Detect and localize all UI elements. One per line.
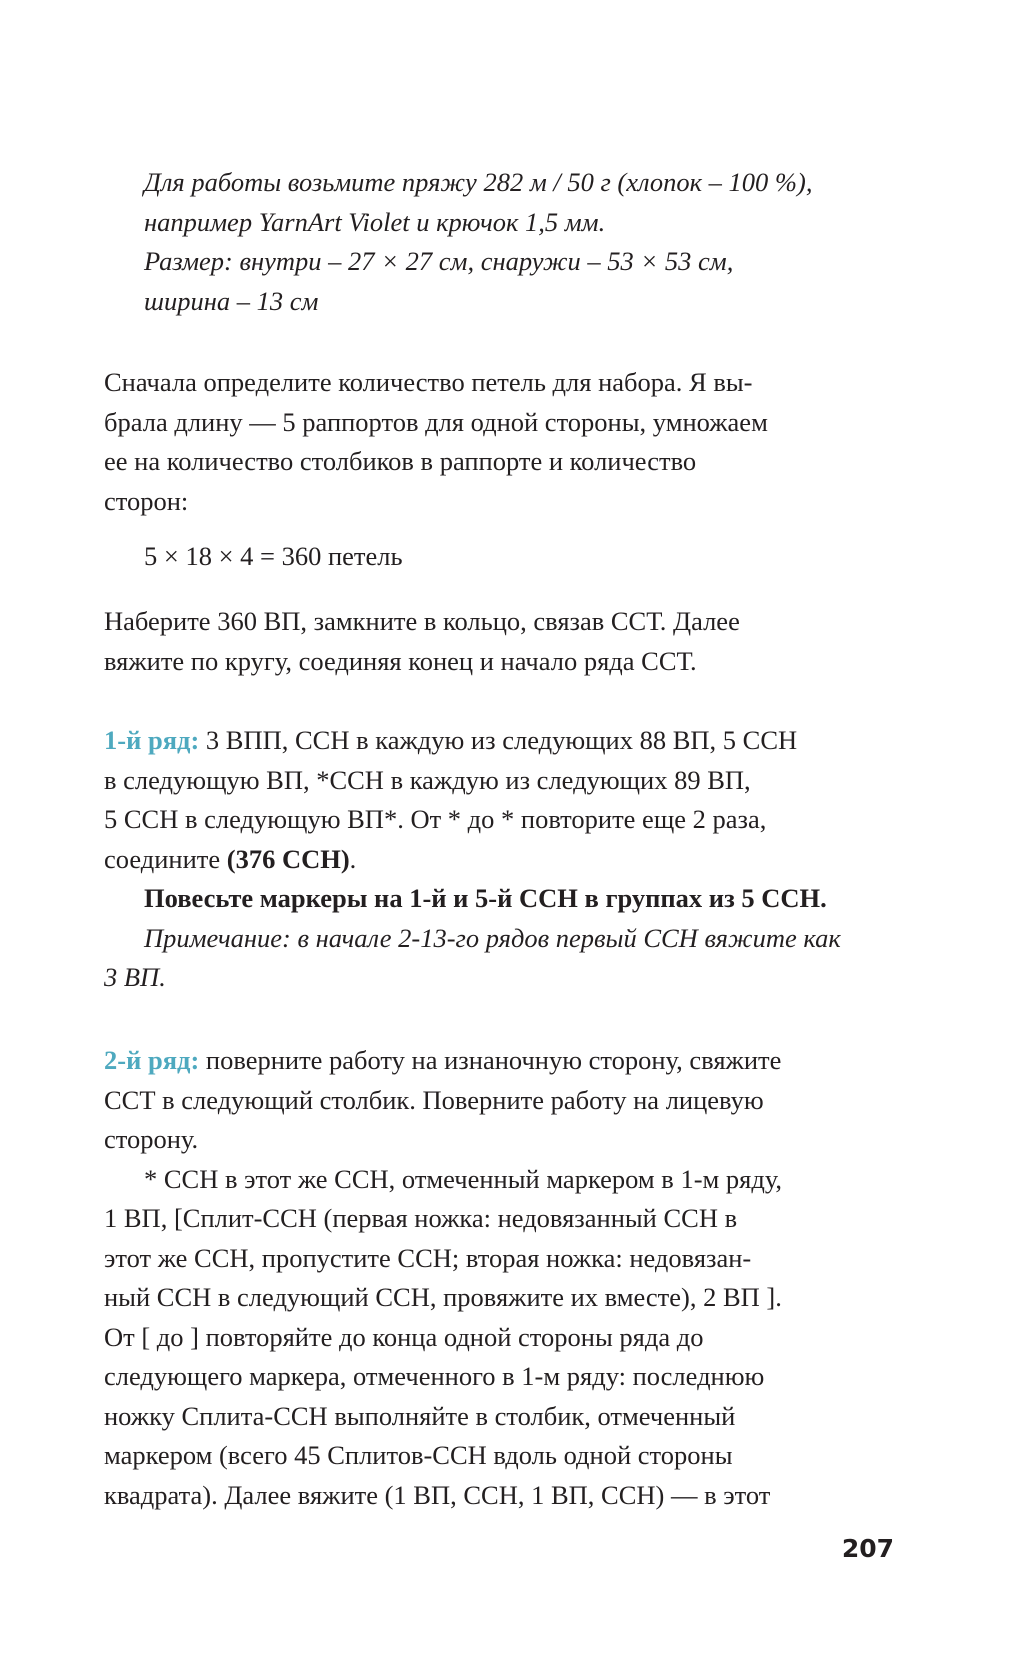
formula-block	[104, 537, 894, 577]
note-line: 3 ВП.	[104, 962, 166, 992]
cast-on-line: вяжите по кругу, соединяя конец и начало ряда ССТ.	[104, 645, 697, 676]
row-2-line: сторону.	[104, 1124, 199, 1154]
row-2-paragraph-line: 1 ВП, [Сплит-ССН (первая ножка: недовязанный ССН в	[104, 1203, 738, 1233]
intro-line: Сначала определите количество петель для набора. Я вы-	[104, 367, 753, 397]
row-2-line: ССТ в следующий столбик. Поверните работу на лицевую	[104, 1084, 764, 1115]
cast-on-paragraph	[104, 602, 894, 681]
formula-line: 5 × 18 × 4 = 360 петель	[144, 541, 403, 571]
intro-line: брала длину — 5 раппортов для одной стороны, умножаем	[104, 406, 768, 437]
row-2-text: поверните работу на изнаночную сторону, свяжите	[199, 1045, 782, 1075]
row-2-paragraph-first: * ССН в этот же ССН, отмеченный маркером в 1-м ряду,	[144, 1163, 783, 1194]
intro-line: сторон:	[104, 485, 189, 516]
row-1-line: в следующую ВП, *ССН в каждую из следующих 89 ВП,	[104, 764, 751, 795]
row-2-instructions	[104, 1041, 894, 1515]
note-line: Примечание: в начале 2-13-го рядов первый ССН вяжите как	[144, 922, 841, 953]
row-2-first-line	[104, 1041, 894, 1081]
row-2-paragraph-line: ный ССН в следующий ССН, провяжите их вместе), 2 ВП ].	[104, 1282, 782, 1312]
row-2-paragraph-line: От [ до ] повторяйте до конца одной стороны ряда до	[104, 1321, 704, 1352]
row-2-paragraph-line: квадрата). Далее вяжите (1 ВП, ССН, 1 ВП, ССН) — в этот	[104, 1479, 771, 1510]
row-1-label: 1-й ряд:	[104, 725, 200, 755]
row-1-last-prefix: соедините	[104, 843, 227, 874]
page-number: 207	[841, 1534, 894, 1563]
intro-line: ее на количество столбиков в раппорте и количество	[104, 446, 697, 476]
row-1-text: 3 ВПП, ССН в каждую из следующих 88 ВП, 5 ССН	[199, 725, 798, 755]
materials-line: например YarnArt Violet и крючок 1,5 мм.	[144, 206, 606, 237]
row-2-paragraph-line: следующего маркера, отмеченного в 1-м ряду: последнюю	[104, 1361, 765, 1391]
intro-paragraph	[104, 363, 894, 521]
materials-line: Для работы возьмите пряжу 282 м / 50 г (хлопок – 100 %),	[144, 167, 813, 197]
row-1-first-line	[104, 721, 894, 761]
row-2-paragraph-line: маркером (всего 45 Сплитов-ССН вдоль одной стороны	[104, 1440, 733, 1470]
row-1-last-suffix: .	[349, 843, 357, 874]
row-1-instructions	[104, 721, 894, 998]
materials-line: ширина – 13 см	[144, 285, 319, 316]
stitch-count: (376 ССН)	[226, 843, 350, 874]
marker-instruction: Повесьте маркеры на 1-й и 5-й ССН в группах из 5 ССН.	[144, 883, 827, 913]
materials-line: Размер: внутри – 27 × 27 см, снаружи – 53 × 53 см,	[144, 246, 734, 276]
row-1-last-line	[104, 840, 894, 880]
cast-on-line: Наберите 360 ВП, замкните в кольцо, связав ССТ. Далее	[104, 606, 740, 636]
row-2-paragraph-line: этот же ССН, пропустите ССН; вторая ножка: недовязан-	[104, 1242, 752, 1273]
row-1-line: 5 ССН в следующую ВП*. От * до * повторите еще 2 раза,	[104, 804, 767, 834]
row-2-label: 2-й ряд:	[104, 1045, 200, 1075]
row-2-paragraph-line: ножку Сплита-ССН выполняйте в столбик, отмеченный	[104, 1400, 736, 1431]
materials-block	[104, 163, 894, 321]
